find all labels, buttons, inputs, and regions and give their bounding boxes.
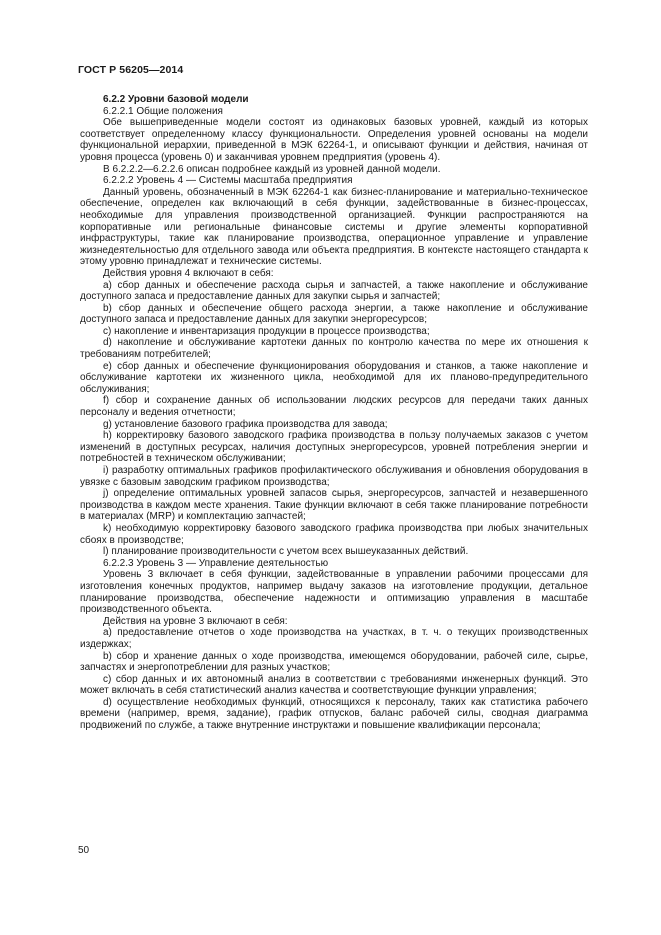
paragraph: d) накопление и обслуживание картотеки данных по контролю качества по мере их отношения к требованиям потребителей; xyxy=(80,337,588,361)
paragraph: k) необходимую корректировку базового заводского графика производства при любых значительных сбоях в производстве; xyxy=(80,522,588,546)
paragraph: 6.2.2.2 Уровень 4 — Системы масштаба предприятия xyxy=(103,175,353,187)
paragraph: В 6.2.2.2—6.2.2.6 описан подробнее каждый из уровней данной модели. xyxy=(103,163,441,175)
paragraph: f) сбор и сохранение данных об использовании людских ресурсов для передачи таких данных персоналу и ведения отчетности; xyxy=(80,395,588,419)
paragraph: i) разработку оптимальных графиков профилактического обслуживания и обновления оборудования в увязке с базовым заводским графиком производства; xyxy=(80,465,588,488)
paragraph: b) сбор и хранение данных о ходе производства, имеющемся оборудовании, рабочей силе, сырье, запчастях и энергопотреблении для разных участков; xyxy=(80,650,588,674)
paragraph: h) корректировку базового заводского графика производства в пользу получаемых заказов с учетом изменений в доступных ресурсах, наличия доступных энергоресурсов, уровней потребления энергии и потребностей в техническом обслуживании; xyxy=(80,430,588,465)
paragraph: Данный уровень, обозначенный в МЭК 62264-1 как бизнес-планирование и материально-техническое обеспечение, определен как включающий в себя функции, задействованные в бизнес-процессах, необходимые для управления производственной организацией. Функции распространяются на корпоративные или региональные финансовые системы и другие элементы корпоративной инфраструктуры, такие как планирование производства, операционное управление и управление жизнедеятельностью для отдельного завода или объекта предприятия. В контексте настоящего стандарта к этому уровню принадлежат и технические системы. xyxy=(80,186,588,268)
paragraph: g) установление базового графика производства для завода; xyxy=(103,418,388,430)
paragraph: a) сбор данных и обеспечение расхода сырья и запчастей, а также накопление и обслуживание доступного запаса и предоставление данных для закупки сырья и запчастей; xyxy=(80,279,588,303)
document-body xyxy=(80,94,588,732)
paragraph: d) осуществление необходимых функций, относящихся к персоналу, таких как статистика рабочего времени (например, время, задание), график отпусков, баланс рабочей силы, сводная диаграмма продвижений по службе, а также внутренние инструктажи и повышение квалификации персонала; xyxy=(80,696,588,732)
paragraph: a) предоставление отчетов о ходе производства на участках, в т. ч. о текущих производственных издержках; xyxy=(80,627,588,650)
page-number: 50 xyxy=(78,845,90,856)
paragraph: c) сбор данных и их автономный анализ в соответствии с требованиями инженерных функций. Это может включать в себя статистический анализ качества и соответствующие функции управления; xyxy=(80,673,588,697)
paragraph: Уровень 3 включает в себя функции, задействованные в управлении рабочими процессами для изготовления конечных продуктов, например выдачу заказов на изготовление продукции, детальное планирование производства, обеспечение надежности и оптимизацию управления в масштабе производственного объекта. xyxy=(80,569,588,616)
document-header: ГОСТ Р 56205—2014 xyxy=(78,64,184,76)
paragraph: e) сбор данных и обеспечение функционирования оборудования и станков, а также накопление и обслуживание картотеки их жизненного цикла, необходимой для их планово-предупредительного обслуживания; xyxy=(80,360,588,395)
paragraph: Действия на уровне 3 включают в себя: xyxy=(103,615,288,627)
paragraph: Действия уровня 4 включают в себя: xyxy=(103,267,274,279)
paragraph: b) сбор данных и обеспечение общего расхода энергии, а также накопление и обслуживание доступного запаса и предоставление данных для закупки энергоресурсов; xyxy=(80,302,588,326)
paragraph: 6.2.2.3 Уровень 3 — Управление деятельностью xyxy=(103,557,329,569)
paragraph: j) определение оптимальных уровней запасов сырья, энергоресурсов, запчастей и незавершенного производства в каждом месте хранения. Такие функции включают в себя также планирование потребности в материалах (MRP) и комплектацию запчастей; xyxy=(80,488,588,523)
paragraph: l) планирование производительности с учетом всех вышеуказанных действий. xyxy=(103,546,469,558)
section-heading: 6.2.2 Уровни базовой модели xyxy=(103,94,249,105)
paragraph: Обе вышеприведенные модели состоят из одинаковых базовых уровней, каждый из которых соответствует определенному классу функциональности. Определения уровней основаны на модели функциональной иерархии, приведенной в МЭК 62264-1, и описывают функции и действия, начиная от уровня процесса (уровень 0) и заканчивая уровнем предприятия (уровень 4). xyxy=(80,117,588,163)
paragraph: 6.2.2.1 Общие положения xyxy=(103,105,223,117)
paragraph: c) накопление и инвентаризация продукции в процессе производства; xyxy=(103,325,430,337)
